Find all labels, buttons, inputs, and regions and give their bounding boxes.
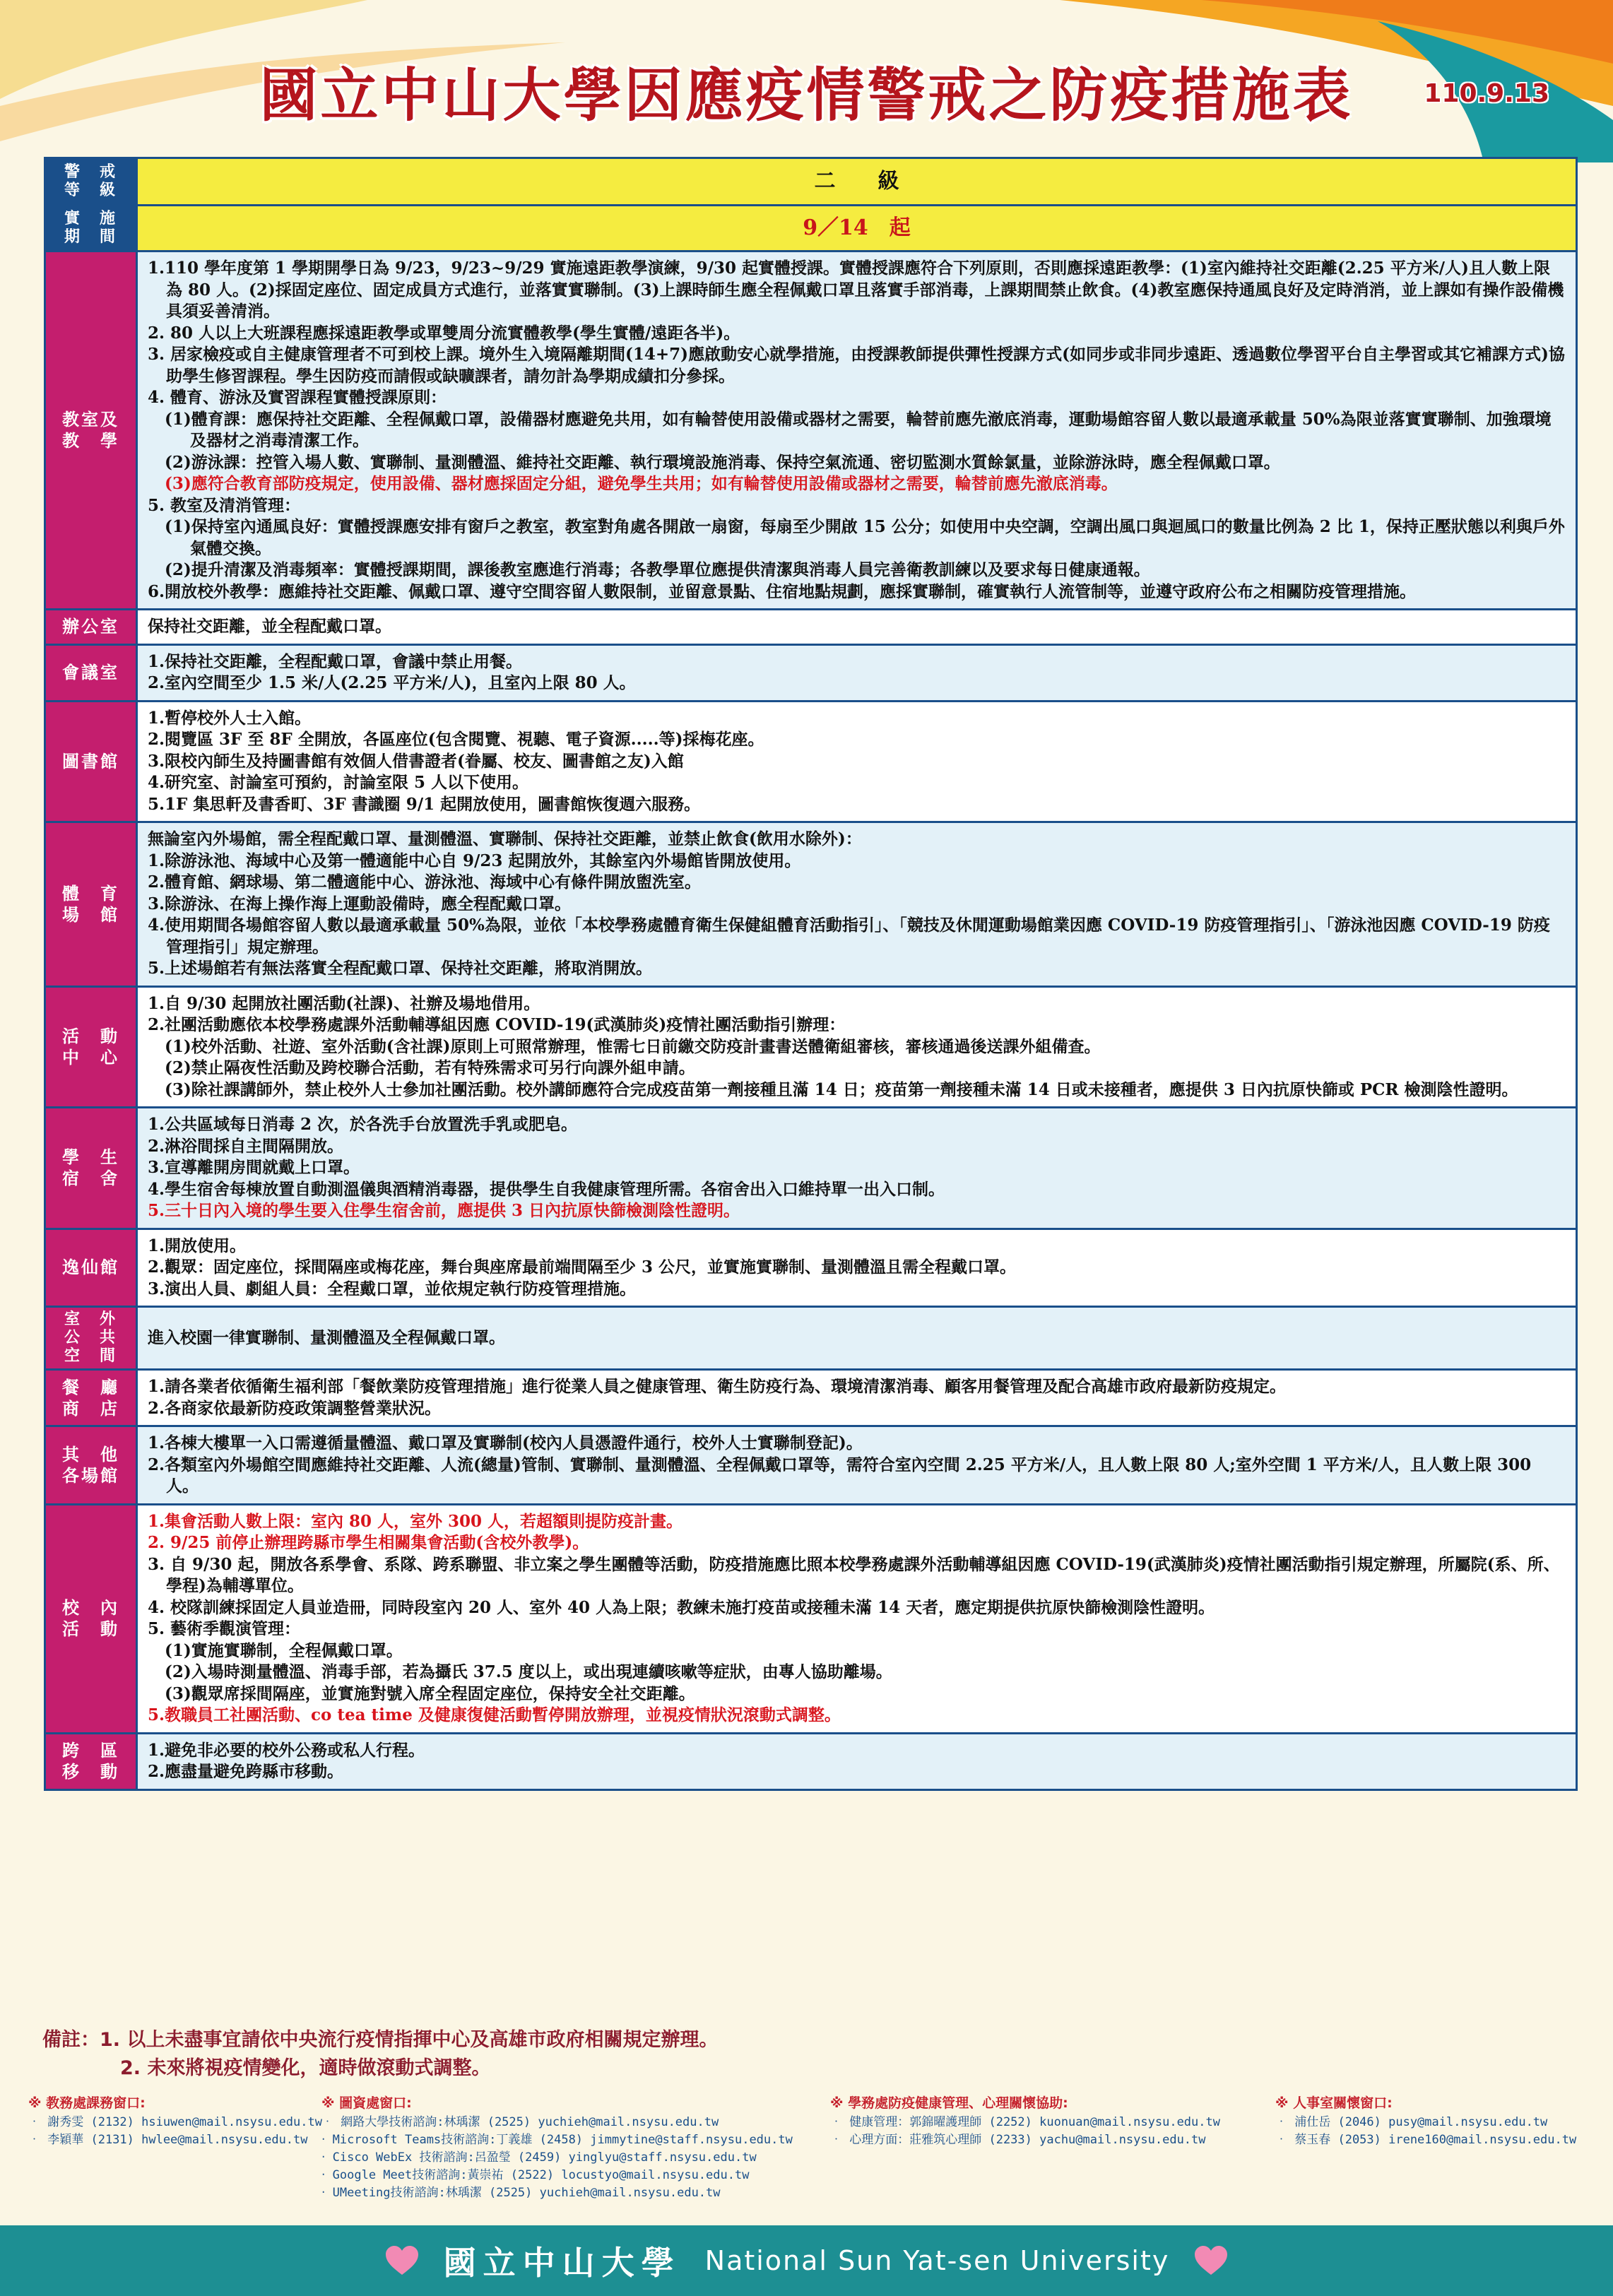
list-item: 1.除游泳池、海域中心及第一體適能中心自 9/23 起開放外，其餘室內外場館皆開放使用。 [148,851,801,870]
date-stamp: 110.9.13 [1424,79,1549,108]
contact-heading: ※ 人事室關懷窗口: [1275,2095,1393,2111]
row-content [138,1734,1576,1789]
remark-line: 2. 未來將視疫情變化，適時做滾動式調整。 [120,2057,491,2079]
contact-item[interactable]: ‧ 健康管理：郭錦曜護理師 (2252) kuonuan@mail.nsysu.edu.tw [830,2115,1220,2129]
list-item: 1.暫停校外人士入館。 [148,708,312,728]
row-label: 辦公室 [46,610,138,644]
contact-group-student-affairs [830,2093,1220,2149]
list-item: 3.限校內師生及持圖書館有效個人借書證者(眷屬、校友、圖書館之友)入館 [148,751,684,771]
contact-heading: ※ 圖資處窗口: [321,2095,412,2111]
row-label: 跨 區 移 動 [46,1734,138,1789]
contact-item[interactable]: ‧ 李穎華 (2131) hwlee@mail.nsysu.edu.tw [28,2133,308,2147]
list-item: 5. 藝術季觀演管理： [148,1619,301,1638]
list-item: (3)應符合教育部防疫規定，使用設備、器材應採固定分組，避免學生共用；如有輪替使用設備或器材之需要，輪替前應先澈底消毒。 [165,474,1118,493]
list-item: 5.三十日內入境的學生要入住學生宿舍前，應提供 3 日內抗原快篩檢測陰性證明。 [148,1201,740,1220]
table-row-classroom [46,250,1576,608]
table-row-meeting-room [46,644,1576,700]
row-label: 教室及 教 學 [46,252,138,608]
row-content [138,1505,1576,1732]
list-item: 4.研究室、討論室可預約，討論室限 5 人以下使用。 [148,773,529,792]
list-item: (3)除社課講師外，禁止校外人士參加社團活動。校外講師應符合完成疫苗第一劑接種且滿 14 日；疫苗第一劑接種未滿 14 日或未接種者，應提供 3 日內抗原快篩或 PCR 檢測陰性證明。 [165,1079,1518,1099]
list-item: 4. 體育、游泳及實習課程實體授課原則： [148,388,447,407]
row-label: 逸仙館 [46,1230,138,1306]
list-item: 2.室內空間至少 1.5 米/人(2.25 平方米/人)，且室內上限 80 人。 [148,673,636,692]
table-row-campus-activities [46,1503,1576,1732]
period-value: 9／14 起 [138,206,1576,250]
row-content [138,702,1576,822]
list-item: 5.教職員工社團活動、co tea time 及健康復健活動暫停開放辦理，並視疫情狀況滾動式調整。 [148,1705,841,1724]
contact-section [28,2093,1590,2213]
list-item: 1.集會活動人數上限：室內 80 人，室外 300 人，若超額則提防疫計畫。 [148,1511,683,1531]
contact-item[interactable]: ‧ 網路大學技術諮詢:林瑀潔 (2525) yuchieh@mail.nsysu.edu.tw [321,2115,719,2129]
list-item: (3)觀眾席採間隔座，並實施對號入席全程固定座位，保持安全社交距離。 [165,1683,695,1703]
contact-item[interactable]: ‧ Cisco WebEx 技術諮詢:呂盈瑩 (2459) yinglyu@staff.nsysu.edu.tw [321,2150,757,2165]
list-item: 1.請各業者依循衛生福利部「餐飲業防疫管理措施」進行從業人員之健康管理、衛生防疫行為、環境清潔消毒、顧客用餐管理及配合高雄市政府最新防疫規定。 [148,1377,1287,1396]
table-row-outdoor-space [46,1306,1576,1368]
contact-group-personnel [1275,2093,1576,2149]
list-item: 3.演出人員、劇組人員：全程戴口罩，並依規定執行防疫管理措施。 [148,1279,637,1298]
list-item: 1.避免非必要的校外公務或私人行程。 [148,1740,425,1760]
list-item: 1.保持社交距離，全程配戴口罩，會議中禁止用餐。 [148,651,523,671]
row-label: 會議室 [46,646,138,700]
list-item: (2)入場時測量體溫、消毒手部，若為攝氏 37.5 度以上，或出現連續咳嗽等症狀，由專人協助離場。 [165,1662,892,1681]
table-row-dormitory [46,1106,1576,1228]
list-item: 2.各類室內外場館空間應維持社交距離、人流(總量)管制、實聯制、量測體溫、全程佩戴口罩等，需符合室內空間 2.25 平方米/人，且人數上限 80 人;室外空間 1 平方米/人，且人數上限 300 人。 [148,1455,1532,1496]
table-row-other-venues [46,1425,1576,1503]
heart-icon [1193,2245,1229,2276]
list-item: 無論室內外場館，需全程配戴口罩、量測體溫、實聯制、保持社交距離，並禁止飲食(飲用水除外)： [148,829,862,848]
table-row-office [46,608,1576,644]
university-name-en: National Sun Yat-sen University [704,2245,1170,2276]
footer-bar [0,2225,1613,2296]
list-item: 1.開放使用。 [148,1236,247,1255]
contact-item[interactable]: ‧ 心理方面：莊雅筑心理師 (2233) yachu@mail.nsysu.edu.tw [830,2133,1206,2147]
remark-line: 備註：1. 以上未盡事宜請依中央流行疫情指揮中心及高雄市政府相關規定辦理。 [42,2029,719,2051]
list-item: 1.110 學年度第 1 學期開學日為 9/23，9/23~9/29 實施遠距教學演練，9/30 起實體授課。實體授課應符合下列原則，否則應採遠距教學：(1)室內維持社交距離(2.25 平方米/人)且人數上限為 80 人。(2)採固定座位、固定成員方式進行，並落實實聯制。(3)上課時師生應全程佩戴口罩且落實手部消毒，上課期間禁止飲食。(4)教室應保持通風良好及定時消消，並上課如有操作設備機具須妥善清消。 [148,259,1564,321]
list-item: (1)體育課：應保持社交距離、全程佩戴口罩，設備器材應避免共用，如有輪替使用設備或器材之需要，輪替前應先澈底消毒，運動場館容留人數以最適承載量 50%為限並落實實聯制、加強環境及器材之消毒清潔工作。 [165,409,1552,450]
contact-item[interactable]: ‧ Microsoft Teams技術諮詢:丁義雄 (2458) jimmytine@staff.nsysu.edu.tw [321,2133,793,2147]
list-item: (1)保持室內通風良好：實體授課應安排有窗戶之教室，教室對角處各開啟一扇窗，每扇至少開啟 15 公分；如使用中央空調，空調出風口與迴風口的數量比例為 2 比 1，保持正壓狀態以利與戶外氣體交換。 [165,517,1565,558]
row-content [138,1230,1576,1306]
measures-table [44,157,1578,1791]
row-label: 圖書館 [46,702,138,822]
list-item: 3.除游泳、在海上操作海上運動設備時，應全程配戴口罩。 [148,894,572,913]
list-item: 1.自 9/30 起開放社團活動(社課)、社辦及場地借用。 [148,993,540,1013]
row-label: 餐 廳 商 店 [46,1371,138,1425]
list-item: 2.觀眾：固定座位，採間隔座或梅花座，舞台與座席最前端間隔至少 3 公尺，並實施實聯制、量測體溫且需全程戴口罩。 [148,1258,1017,1277]
table-row-period [46,204,1576,250]
list-item: 2.體育館、網球場、第二體適能中心、游泳池、海域中心有條件開放盥洗室。 [148,872,702,892]
row-label: 警 戒 等 級 [46,159,138,204]
contact-item[interactable]: ‧ 謝秀雯 (2132) hsiuwen@mail.nsysu.edu.tw [28,2115,322,2129]
list-item: 1.各棟大樓單一入口需遵循量體溫、戴口罩及實聯制(校內人員憑證件通行，校外人士實聯制登記)。 [148,1433,863,1452]
list-item: 1.公共區域每日消毒 2 次，於各洗手台放置洗手乳或肥皂。 [148,1115,578,1134]
list-item: 3. 居家檢疫或自主健康管理者不可到校上課。境外生入境隔離期間(14+7)應啟動安心就學措施，由授課教師提供彈性授課方式(如同步或非同步遠距、透過數位學習平台自主學習或其它補課方式)協助學生修習課程。學生因防疫而請假或缺曠課者，請勿計為學期成績扣分參採。 [148,345,1565,386]
list-item: (2)禁止隔夜性活動及跨校聯合活動，若有特殊需求可另行向課外組申請。 [165,1058,695,1077]
list-item: 2.閱覽區 3F 至 8F 全開放，各區座位(包含閱覽、視聽、電子資源.....等)採梅花座。 [148,730,764,749]
list-item: 2.應盡量避免跨縣市移動。 [148,1762,344,1781]
table-row-cross-region [46,1732,1576,1789]
row-label: 其 他 各場館 [46,1427,138,1503]
contact-item[interactable]: ‧ Google Meet技術諮詢:黃崇祐 (2522) locustyo@mail.nsysu.edu.tw [321,2168,750,2182]
list-item: 4.學生宿舍每棟放置自動測溫儀與酒精消毒器，提供學生自我健康管理所需。各宿舍出入口維持單一出入口制。 [148,1179,945,1199]
contact-group-academic [28,2093,322,2149]
list-item: (1)實施實聯制，全程佩戴口罩。 [165,1640,403,1660]
alert-level-value: 二 級 [138,159,1576,204]
list-item: 4. 校隊訓練採固定人員並造冊，同時段室內 20 人、室外 40 人為上限；教練未施打疫苗或接種未滿 14 天者，應定期提供抗原快篩檢測陰性證明。 [148,1597,1215,1617]
university-name-zh: 國立中山大學 [443,2244,681,2282]
list-item: 2. 80 人以上大班課程應採遠距教學或單雙周分流實體教學(學生實體/遠距各半)。 [148,323,740,343]
row-label: 學 生 宿 舍 [46,1108,138,1228]
row-content [138,252,1576,608]
table-row-activity-center [46,986,1576,1107]
heart-icon [384,2245,420,2276]
contact-item[interactable]: ‧ 蔡玉春 (2053) irene160@mail.nsysu.edu.tw [1275,2133,1577,2147]
row-content [138,1308,1576,1368]
list-item: 2.社團活動應依本校學務處課外活動輔導組因應 COVID-19(武漢肺炎)疫情社團活動指引辦理： [148,1015,846,1034]
row-content [138,1108,1576,1228]
list-item: 4.使用期間各場館容留人數以最適承載量 50%為限，並依「本校學務處體育衛生保健組體育活動指引」、「競技及休閒運動場館業因應 COVID-19 防疫管理指引」、「游泳池因應 COVID-19 防疫管理指引」規定辦理。 [148,916,1550,957]
list-item: (2)提升清潔及消毒頻率：實體授課期間，課後教室應進行消毒；各教學單位應提供清潔與消毒人員完善衛教訓練以及要求每日健康通報。 [165,560,1150,579]
list-item: 5.1F 集思軒及書香町、3F 書識圈 9/1 起開放使用，圖書館恢復週六服務。 [148,794,701,814]
row-content [138,1371,1576,1425]
contact-item[interactable]: ‧ 浦仕岳 (2046) pusy@mail.nsysu.edu.tw [1275,2115,1548,2129]
row-label: 室 外 公 共 空 間 [46,1308,138,1368]
row-label: 校 內 活 動 [46,1505,138,1732]
list-item: 保持社交距離，並全程配戴口罩。 [148,617,391,636]
contact-heading: ※ 學務處防疫健康管理、心理關懷協助: [830,2095,1068,2111]
row-content [138,610,1576,644]
contact-heading: ※ 教務處課務窗口: [28,2095,146,2111]
table-row-restaurants [46,1368,1576,1425]
contact-group-library [321,2093,793,2202]
list-item: 2.各商家依最新防疫政策調整營業狀況。 [148,1398,442,1418]
list-item: 5.上述場館若有無法落實全程配戴口罩、保持社交距離，將取消開放。 [148,959,653,978]
table-row-alert-level [46,159,1576,204]
list-item: (2)游泳課：控管入場人數、實聯制、量測體溫、維持社交距離、執行環境設施消毒、保持空氣流通、密切監測水質餘氯量，並除游泳時，應全程佩戴口罩。 [165,452,1280,472]
row-label: 實 施 期 間 [46,206,138,250]
contact-item[interactable]: ‧ UMeeting技術諮詢:林瑀潔 (2525) yuchieh@mail.nsysu.edu.tw [321,2186,721,2200]
list-item: (1)校外活動、社遊、室外活動(含社課)原則上可照常辦理，惟需七日前繳交防疫計畫書送體衛組審核，審核通過後送課外組備查。 [165,1036,1101,1056]
row-content [138,1427,1576,1503]
row-content [138,988,1576,1107]
list-item: 3.宣導離開房間就戴上口罩。 [148,1158,360,1177]
list-item: 3. 自 9/30 起，開放各系學會、系隊、跨系聯盟、非立案之學生團體等活動，防疫措施應比照本校學務處課外活動輔導組因應 COVID-19(武漢肺炎)疫情社團活動指引規定辦理，所屬院(系、所、學程)為輔導單位。 [148,1554,1560,1595]
row-label: 體 育 場 館 [46,823,138,986]
table-row-library [46,700,1576,822]
table-row-yat-sen-hall [46,1228,1576,1306]
table-row-sports-venues [46,821,1576,986]
row-content [138,646,1576,700]
row-label: 活 動 中 心 [46,988,138,1107]
list-item: 2. 9/25 前停止辦理跨縣市學生相關集會活動(含校外教學)。 [148,1533,589,1552]
page-title: 國立中山大學因應疫情警戒之防疫措施表 [259,62,1354,129]
remarks [42,2026,718,2083]
list-item: 5. 教室及清消管理： [148,495,301,515]
list-item: 2.淋浴間採自主間隔開放。 [148,1136,344,1156]
row-content [138,823,1576,986]
list-item: 6.開放校外教學：應維持社交距離、佩戴口罩、遵守空間容留人數限制，並留意景點、住宿地點規劃，應採實聯制，確實執行人流管制等，並遵守政府公布之相關防疫管理措施。 [148,581,1417,601]
list-item: 進入校園一律實聯制、量測體溫及全程佩戴口罩。 [148,1327,505,1347]
